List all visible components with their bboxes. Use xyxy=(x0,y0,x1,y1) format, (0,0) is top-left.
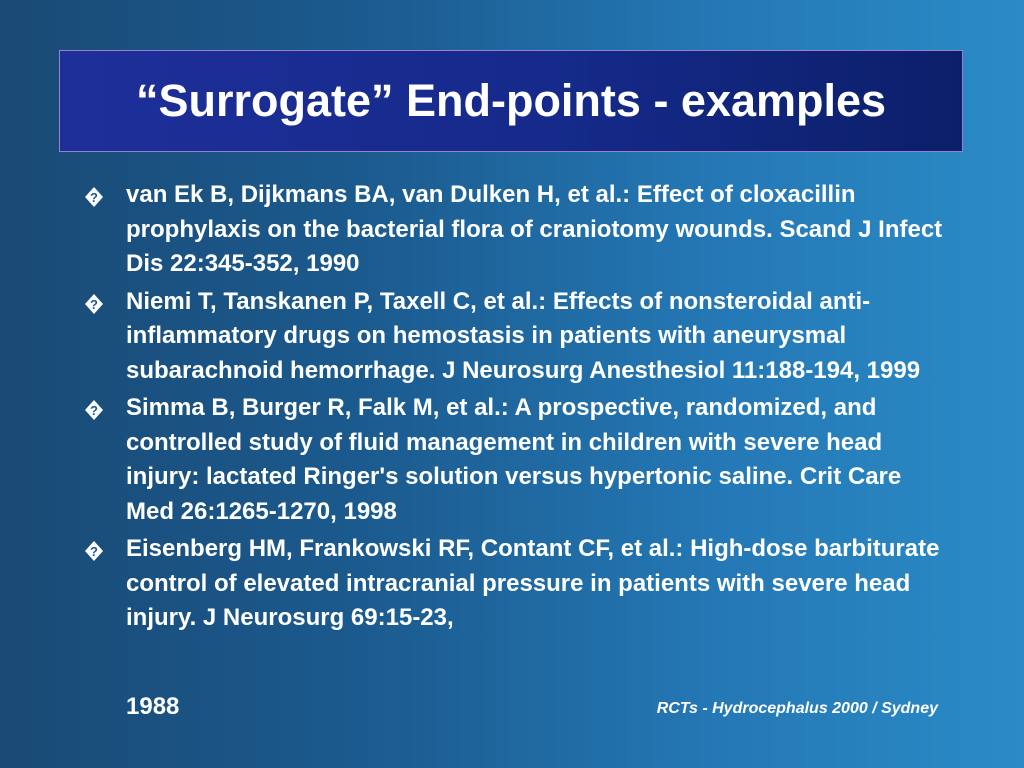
slide-footer: RCTs - Hydrocephalus 2000 / Sydney xyxy=(656,700,938,717)
replacement-glyph-icon xyxy=(85,541,103,561)
replacement-glyph-icon xyxy=(85,400,103,420)
reference-item-2 xyxy=(85,285,955,389)
reference-item-4 xyxy=(85,532,955,636)
reference-item-1 xyxy=(85,178,955,282)
reference-text: van Ek B, Dijkmans BA, van Dulken H, et al.: Effect of cloxacillin prophylaxis on the bacterial flora of craniotomy wounds. Scand J Infect Dis 22:345-352, 1990 xyxy=(126,181,943,277)
reference-item-3 xyxy=(85,391,955,529)
reference-year-tail: 1988 xyxy=(126,693,180,720)
svg-text:?: ? xyxy=(90,544,98,559)
svg-text:?: ? xyxy=(90,403,98,418)
reference-text: Eisenberg HM, Frankowski RF, Contant CF, et al.: High-dose barbiturate control of elevated intracranial pressure in patients with severe head injury. J Neurosurg 69:15-23, xyxy=(126,535,940,631)
reference-text: Simma B, Burger R, Falk M, et al.: A prospective, randomized, and controlled study of fluid management in children with severe head injury: lactated Ringer's solution versus hypertonic saline. Crit Care Med 26:1265-1270, 1998 xyxy=(126,394,902,525)
reference-list xyxy=(85,178,955,639)
slide-title: “Surrogate” End-points - examples xyxy=(135,75,887,126)
svg-text:?: ? xyxy=(90,296,98,312)
replacement-glyph-icon xyxy=(85,187,103,207)
reference-text: Niemi T, Tanskanen P, Taxell C, et al.: Effects of nonsteroidal anti-inflammatory drugs on hemostasis in patients with aneurysmal subarachnoid hemorrhage. J Neurosurg Anesthesiol 11:188-194, 1999 xyxy=(126,287,921,384)
svg-text:?: ? xyxy=(90,190,98,205)
title-box xyxy=(59,50,963,152)
replacement-glyph-icon xyxy=(85,294,103,314)
